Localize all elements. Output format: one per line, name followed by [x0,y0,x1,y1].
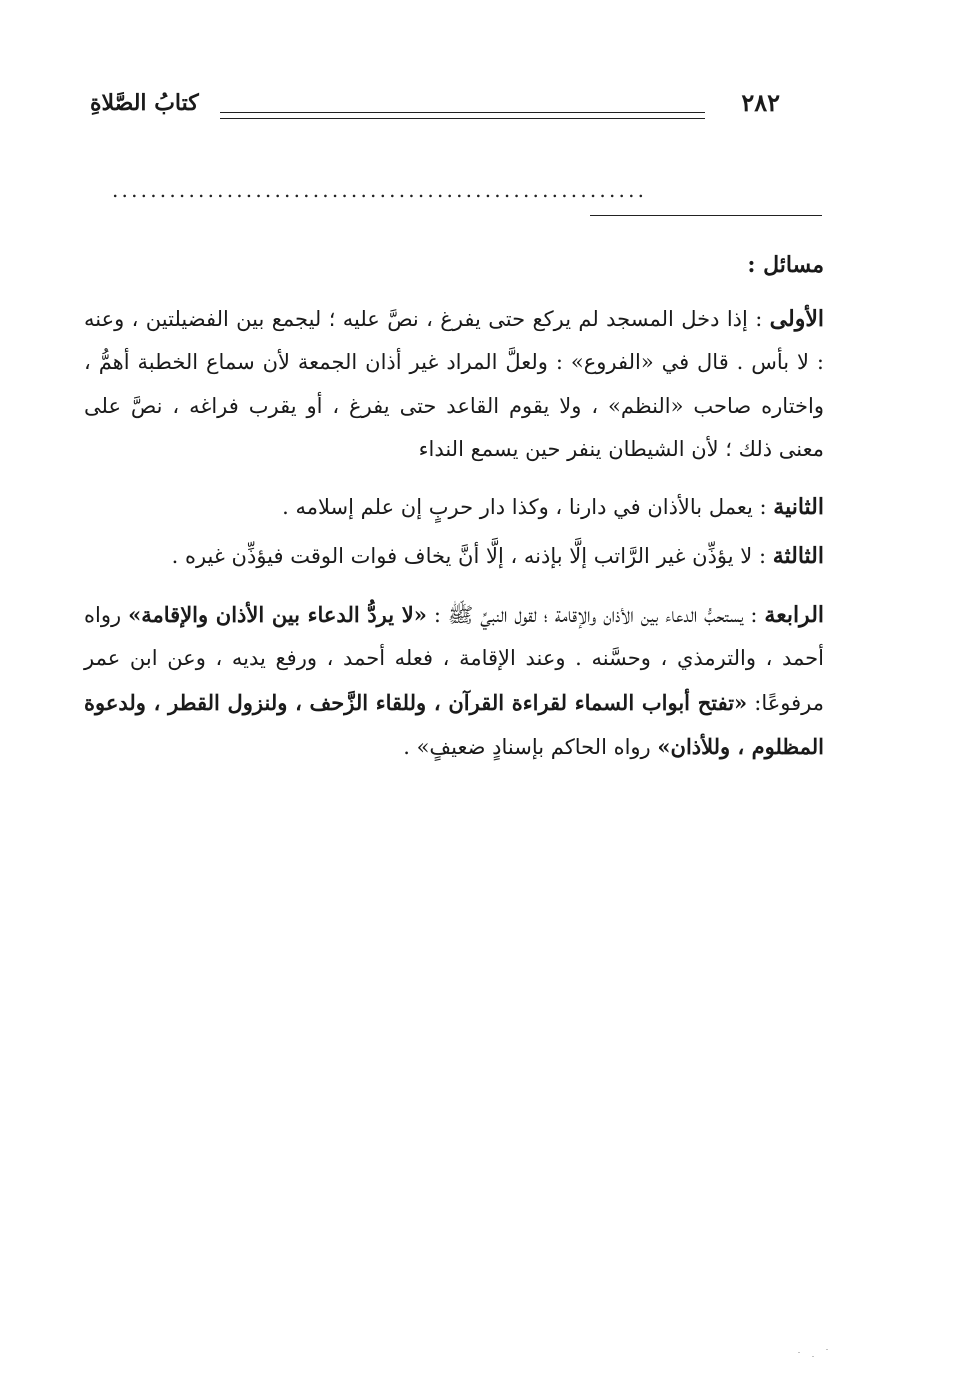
main-text [84,244,824,776]
scan-speck [812,1356,814,1357]
hadith-quote: «تفتح أبواب السماء لقراءة القرآن ، وللقاء الزَّحف ، ولنزول القطر ، ولدعوة المظلوم ، وللأذان» [84,689,824,759]
hadith-quote: «لا يردُّ الدعاء بين الأذان والإقامة» [128,601,427,627]
paragraph-label: الثانية [773,493,824,520]
running-header [90,86,780,126]
paragraph-text: : لا يؤذِّن غير الرَّاتب إلَّا بإذنه ، إلَّا أنَّ يخاف فوات الوقت فيؤذِّن غيره . [171,544,773,568]
paragraph-third [84,535,824,579]
ellipsis-line: ........................................................ [112,178,648,202]
scan-speck [798,1352,800,1353]
paragraph-text: : يعمل بالأذان في دارنا ، وكذا دار حربٍ إن علم إسلامه . [282,494,774,519]
paragraph-label: الرابعة [764,601,825,628]
paragraph-text: : إذا دخل المسجد لم يركع حتى يفرغ ، نصَّ عليه ؛ ليجمع بين الفضيلتين ، وعنه : لا بأس . قال في «الفروع» : ولعلَّ المراد غير أذان الجمعة لأن سماع الخطبة أهمُّ ، واختاره صاحب «النظم» ، ولا يقوم القاعد حتى يفرغ ، أو يقرب فراغه ، نصَّ على معنى ذلك ؛ لأن الشيطان ينفر حين يسمع النداء [84,306,824,461]
paragraph-text: رواه الحاكم بإسنادٍ ضعيفٍ» . [403,735,658,759]
header-rule [220,112,705,119]
separator-rule [590,215,822,216]
book-title: كتابُ الصَّلاةِ [90,90,199,116]
paragraph-text: : يستحبُّ الدعاء بين الأذان والإقامة ؛ لقول النبيِّ ﷺ : [426,602,765,627]
paragraph-text: رواه أحمد ، والترمذي ، وحسَّنه . وعند الإقامة ، فعله أحمد ، ورفع يديه ، وعن ابن عمر مرفوعًا: [84,602,824,715]
paragraph-label: الثالثة [772,543,824,569]
paragraph-first [84,298,824,472]
paragraph-second [84,486,824,530]
scan-speck [826,1349,828,1350]
paragraph-fourth [84,593,824,770]
paragraph-label: الأولى [769,305,824,332]
section-heading: مسائل : [747,252,824,278]
page-number: ٢٨٢ [741,88,780,117]
